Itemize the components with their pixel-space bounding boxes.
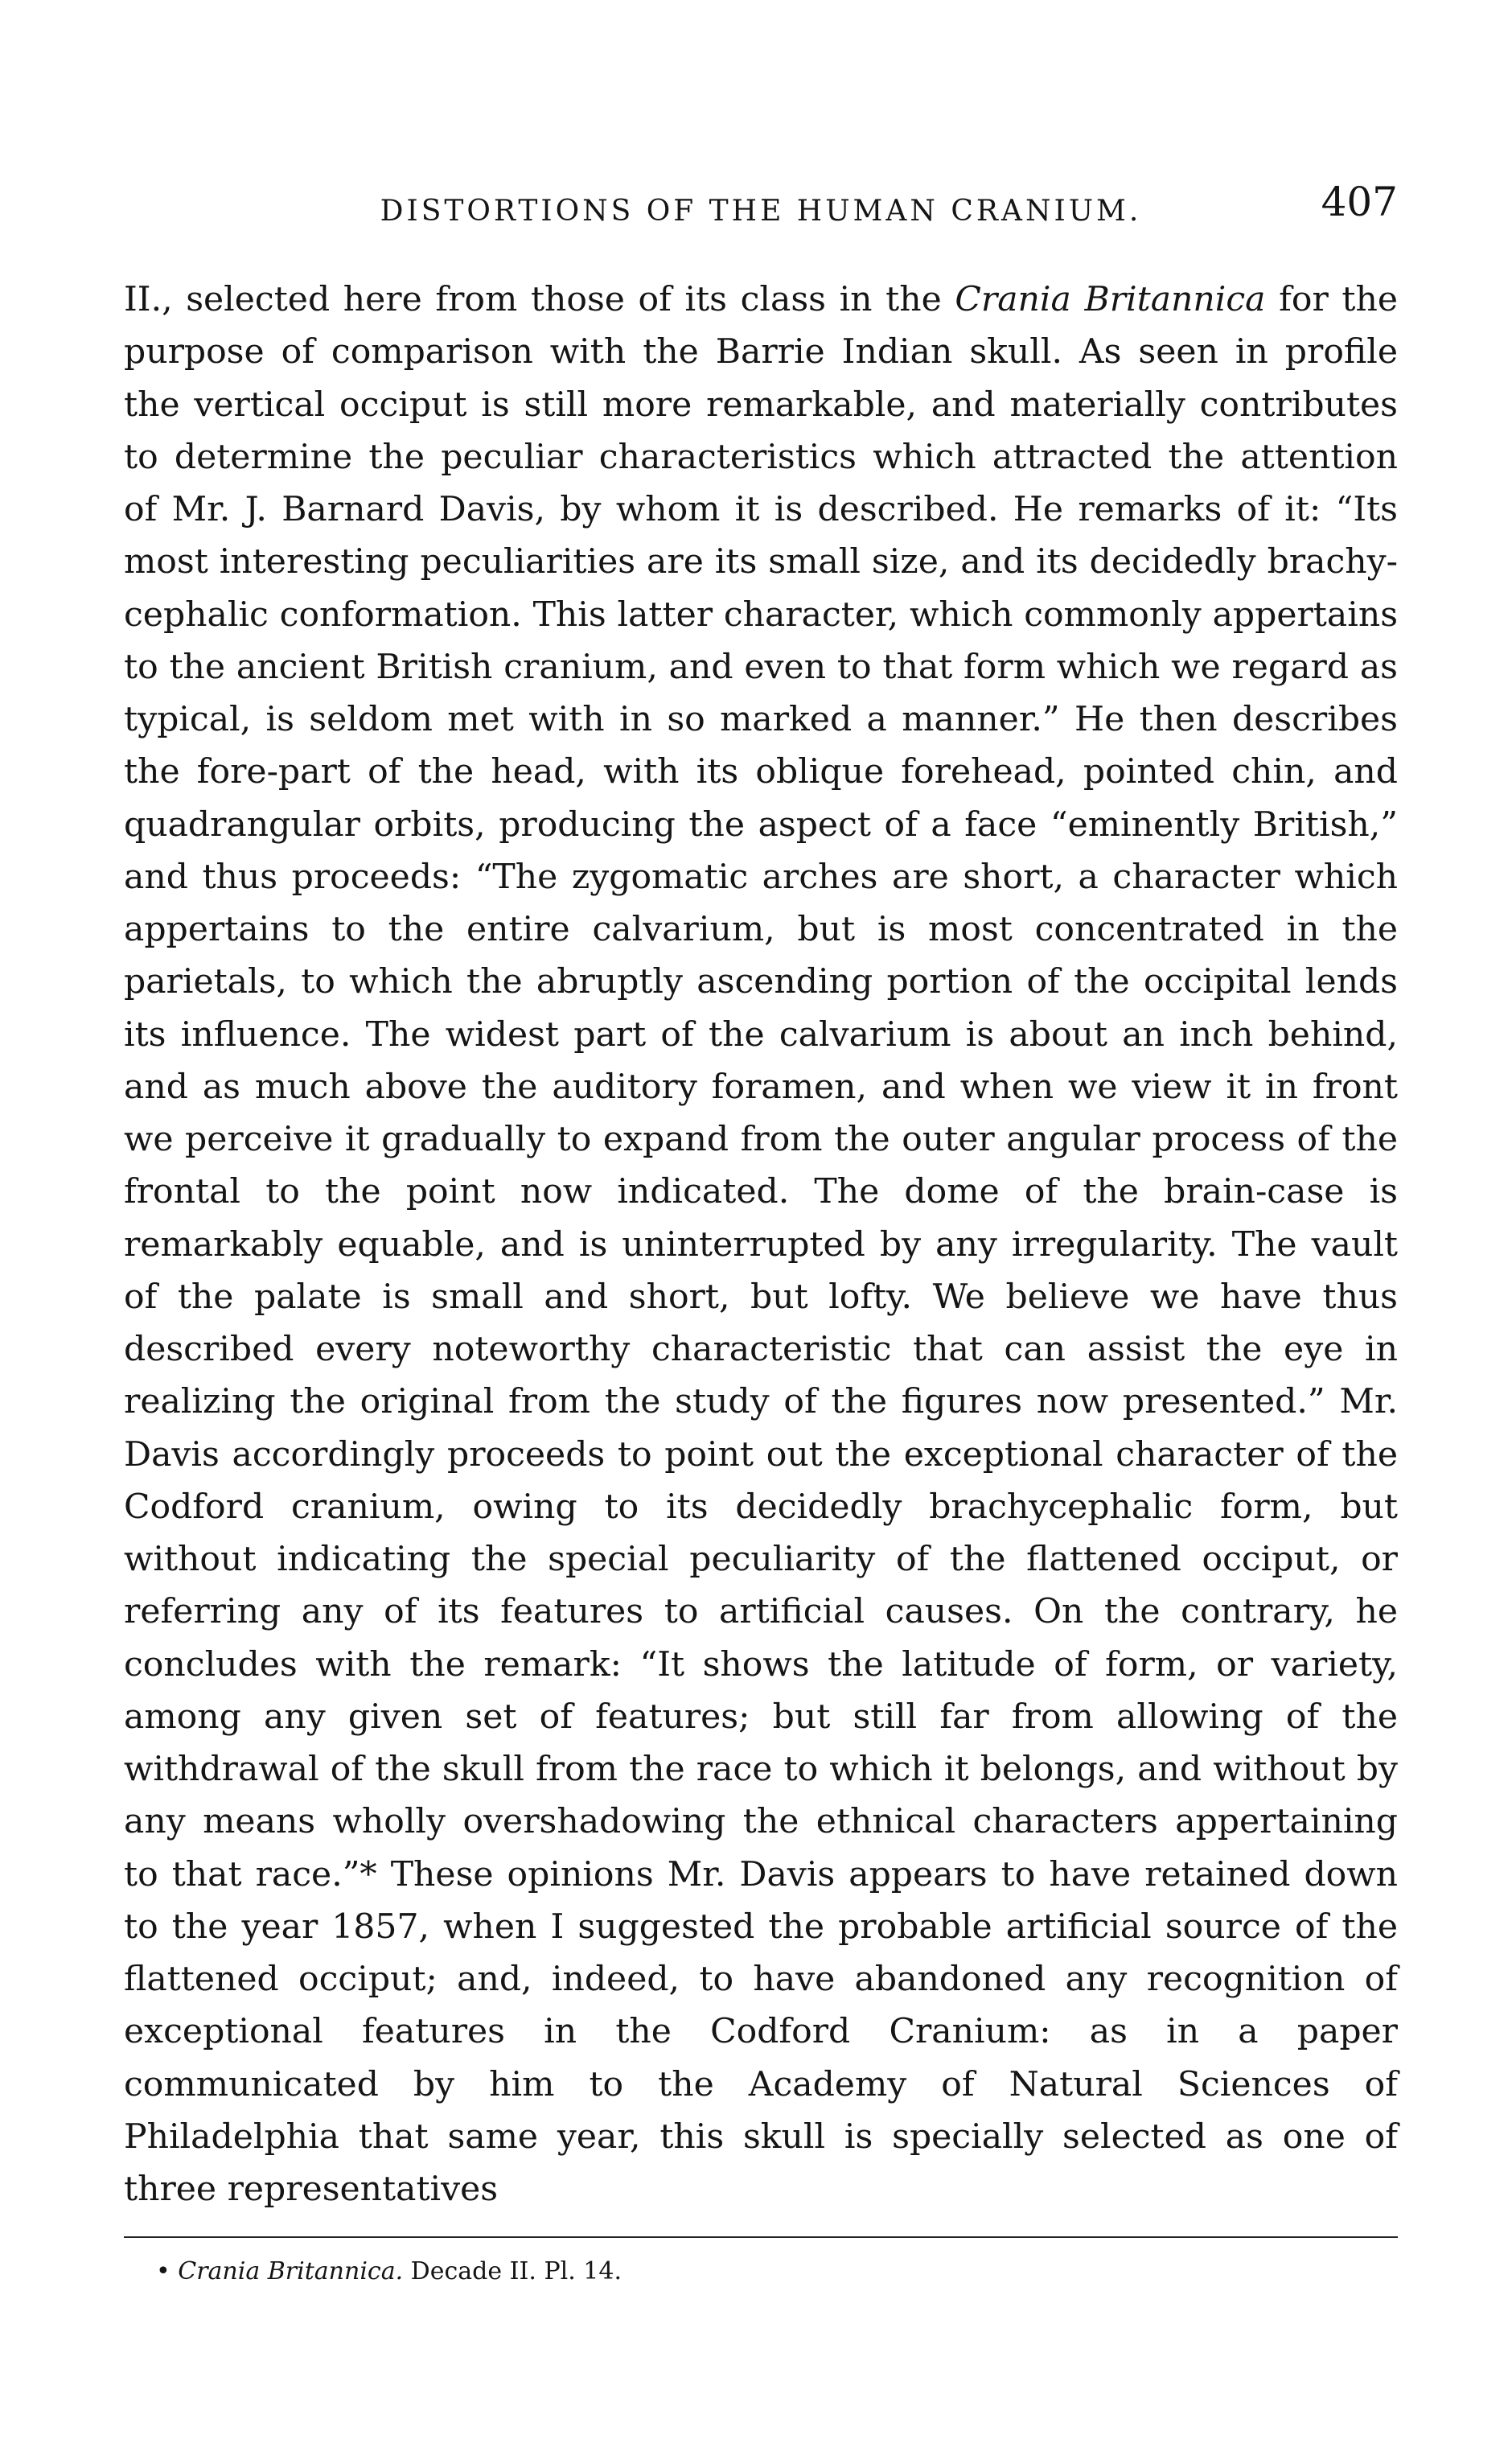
- footnote-italic: Crania Britannica.: [178, 2257, 404, 2286]
- footnote-rule: [124, 2236, 1398, 2238]
- book-page: [124, 179, 1398, 2288]
- footnote-text: Decade II. Pl. 14.: [403, 2257, 622, 2286]
- running-title: DISTORTIONS OF THE HUMAN CRANIUM.: [380, 195, 1142, 228]
- body-paragraph: [124, 274, 1398, 2215]
- italic-title: Crania Britannica: [955, 280, 1266, 319]
- page-number: 407: [1321, 179, 1398, 225]
- body-text-segment: for the purpose of comparison with the Barrie Indian skull. As seen in profile the vertical occiput is still more remarkable, and materially contributes to determine the peculiar characteristics which attracted the attention of Mr. J. Barnard Davis, by whom it is described. He remarks of it: “Its most interesting peculiarities are its small size, and its decidedly brachy-cephalic conformation. This latter character, which commonly appertains to the ancient British cranium, and even to that form which we regard as typical, is seldom met with in so marked a manner.” He then describes the fore-part of the head, with its oblique forehead, pointed chin, and quadrangular orbits, producing the aspect of a face “eminently British,” and thus proceeds: “The zygomatic arches are short, a character which appertains to the entire calvarium, but is most concentrated in the parietals, to which the abruptly ascending portion of the occipital lends its influence. The widest part of the calvarium is about an inch behind, and as much above the auditory foramen, and when we view it in front we perceive it gradually to expand from the outer angular process of the frontal to the point now indicated. The dome of the brain-case is remarkably equable, and is uninterrupted by any irregularity. The vault of the palate is small and short, but lofty. We believe we have thus described every noteworthy characteristic that can assist the eye in realizing the original from the study of the figures now presented.” Mr. Davis accordingly proceeds to point out the exceptional character of the Codford cranium, owing to its decidedly brachycephalic form, but without indicating the special peculiarity of the flattened occiput, or referring any of its features to artificial causes. On the contrary, he concludes with the remark: “It shows the latitude of form, or variety, among any given set of features; but still far from allowing of the withdrawal of the skull from the race to which it belongs, and without by any means wholly overshadowing the ethnical characters appertaining to that race.”* These opinions Mr. Davis appears to have retained down to the year 1857, when I suggested the probable artificial source of the flattened occiput; and, indeed, to have abandoned any recognition of exceptional features in the Codford Cranium: as in a paper communicated by him to the Academy of Natural Sciences of Philadelphia that same year, this skull is specially selected as one of three representatives: [124, 280, 1398, 2209]
- body-text-segment: II., selected here from those of its class in the: [124, 280, 955, 319]
- page-header: [124, 179, 1398, 274]
- footnote: [124, 2256, 1398, 2288]
- footnote-marker: •: [156, 2257, 179, 2286]
